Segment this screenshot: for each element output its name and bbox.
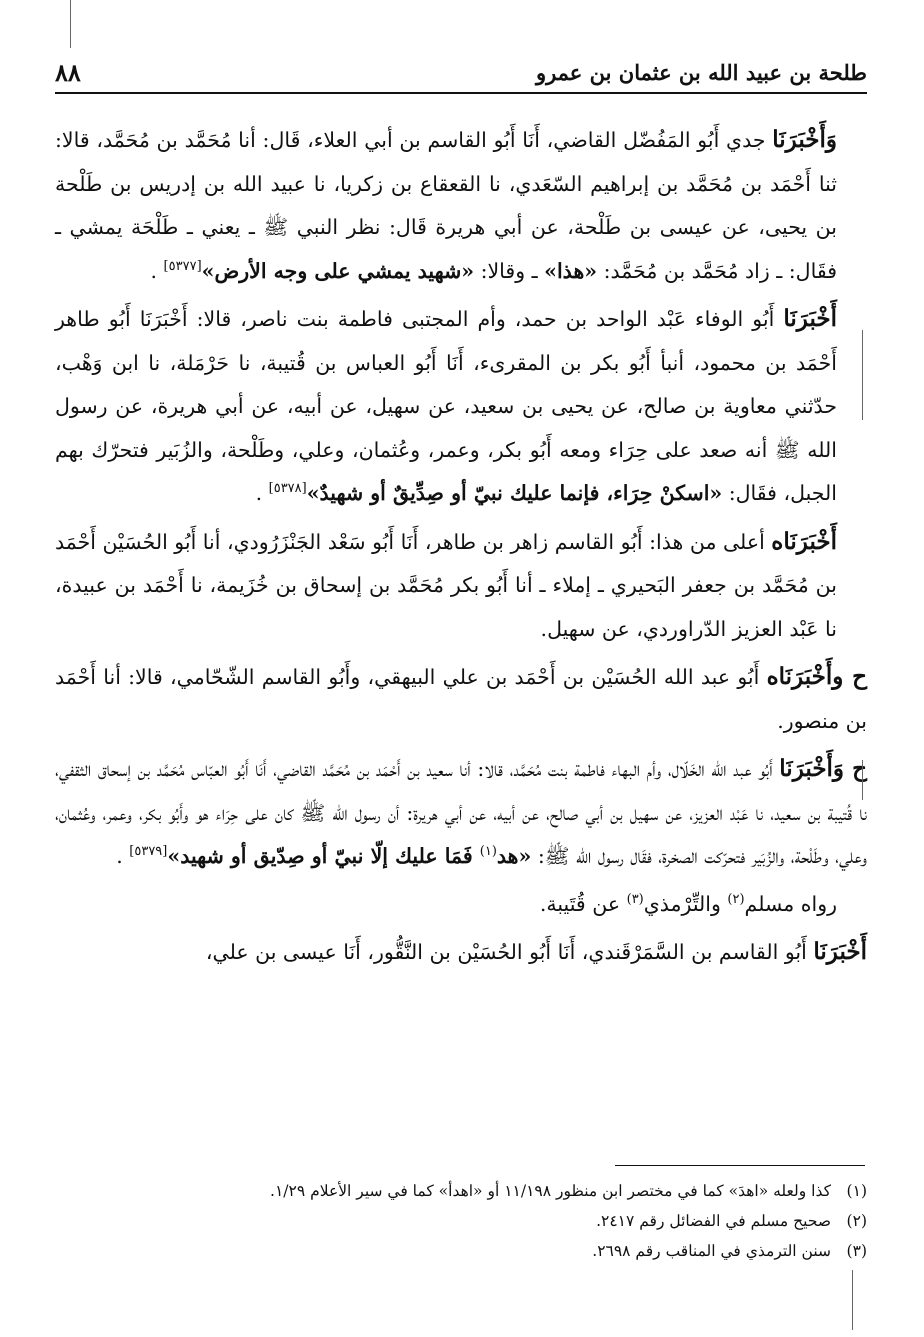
hadith-quote: «شهيد يمشي على وجه الأرض» (201, 258, 475, 283)
footnote-number: (١) (846, 1182, 867, 1200)
footnote (55, 1236, 867, 1266)
hadith-reference-number: [٥٣٧٩] (129, 844, 168, 860)
paragraph-text: ـ وقالا: (474, 258, 545, 283)
hadith-quote: «هد (496, 844, 532, 868)
footnote-text: كذا ولعله «اهدَ» كما في مختصر ابن منظور ١١/١٩٨ أو «اهدأ» كما في سير الأعلام ١/٢٩. (270, 1182, 831, 1200)
scan-margin-mark (862, 330, 863, 420)
hadith-reference-number: [٥٣٧٧] (163, 258, 202, 274)
footnote-marker: (٢) (727, 891, 745, 907)
scan-margin-mark (852, 1270, 853, 1330)
isnad-keyword: وَأَخْبَرَنَا (772, 126, 837, 153)
paragraph-6 (55, 883, 867, 927)
header-rule (55, 92, 867, 94)
hadith-quote: فَمَا عليك إلّا نبيّ أو صِدّيق أو شهيد» (167, 844, 480, 868)
isnad-keyword: أَخْبَرَنَا (813, 938, 867, 965)
paragraph-text: أَبُو عبد الله الخَلّال، وأم البهاء فاطمة بنت مُحَمَّد، قالا: أنا سعيد بن أَحْمَد بن مُحَمَّد القاضي، أَنَا أَبُو العبّاس مُحَمَّد بن إسحاق الثقفي، نا قُتيبة بن سعيد، نا عَبْد العزيز، عن سهيل بن أبي صالح، عن أبيه، عن أبي هريرة: أن رسول الله ﷺ كان على حِرَاء هو وأَبُو بكر، وعمر، وعُثمان، وعلي، وطَلْحة، والزُبَير فتحرّكت الصخرة، فقَال رسول الله ﷺ: (55, 757, 867, 868)
paragraph-text: والتِّرْمذي (643, 891, 728, 916)
paragraph-end: . (116, 844, 130, 868)
isnad-keyword: ح وَأَخْبَرَنَا (779, 755, 867, 782)
paragraph-5 (55, 747, 867, 879)
footnote-separator (615, 1165, 865, 1166)
scan-margin-mark (70, 0, 71, 48)
footnote-text: سنن الترمذي في المناقب رقم ٢٦٩٨. (592, 1242, 831, 1260)
footnote-number: (٣) (846, 1242, 867, 1260)
paragraph-text: عن قُتَيبة. (539, 891, 627, 916)
footnote (55, 1206, 867, 1236)
paragraph-text: رواه مسلم (744, 891, 837, 916)
hadith-reference-number: [٥٣٧٨] (268, 481, 307, 497)
isnad-keyword: ح وأَخْبَرَنَاه (766, 663, 867, 690)
paragraph-text: جدي أَبُو المَفُضّل القاضي، أَنَا أَبُو القاسم بن أبي العلاء، قَال: أنا مُحَمَّد بن مُحَمَّد، قالا: ثنا أَحْمَد بن مُحَمَّد بن إبراهيم السّعَدي، نا القعقاع بن زكريا، نا عبيد الله بن إدريس بن طَلْحة بن يحيى، عن عيسى بن طَلْحة، عن أبي هريرة قَال: نظر النبي ﷺ ـ يعني ـ طَلْحَة يمشي ـ فقَال: ـ زاد مُحَمَّد بن مُحَمَّد: (55, 128, 837, 283)
paragraph-text: أَبُو القاسم بن السَّمَرْقَندي، أَنَا أَبُو الحُسَيْن بن النَّقُّور، أَنَا عيسى بن علي، (205, 940, 814, 964)
footnote (55, 1176, 867, 1206)
footnote-marker: (٣) (626, 891, 644, 907)
paragraph-1 (55, 118, 867, 293)
footnote-text: صحيح مسلم في الفضائل رقم ٢٤١٧. (596, 1212, 831, 1230)
hadith-quote: «هذا» (544, 258, 598, 283)
paragraph-text: أَبُو عبد الله الحُسَيْن بن أَحْمَد بن علي البيهقي، وأَبُو القاسم الشّحّامي، قالا: أنا أَحْمَد بن منصور. (55, 665, 867, 733)
footnote-marker: (١) (479, 844, 497, 860)
paragraph-end: . (150, 258, 164, 283)
paragraph-text: أعلى من هذا: أَبُو القاسم زاهر بن طاهر، أَنَا أَبُو سَعْد الجَنْزَرُودي، أنا أَبُو الحُسَيْن أَحْمَد بن مُحَمَّد بن جعفر البَحيري ـ إملاء ـ أنا أَبُو بكر مُحَمَّد بن إسحاق بن خُزَيمة، نا أَحْمَد بن عبيدة، نا عَبْد العزيز الدّراوردي، عن سهيل. (55, 529, 837, 641)
paragraph-text: أَبُو الوفاء عَبْد الواحد بن حمد، وأم المجتبى فاطمة بنت ناصر، قالا: أَخْبَرَنَا أَبُو طاهر أَحْمَد بن محمود، أنبأ أَبُو بكر بن المقرىء، أَنَا أَبُو العباس بن قُتيبة، نا حَرْمَلة، نا ابن وَهْب، حدّثني معاوية بن صالح، عن يحيى بن سعيد، عن سهيل، عن أبيه، عن أبي هريرة، عن رسول الله ﷺ أنه صعد على حِرَاء ومعه أَبُو بكر، وعمر، وعُثمان، وعلي، وطَلْحة، والزُبَير فتحرّك بهم الجبل، فقَال: (55, 307, 837, 505)
scan-margin-mark (862, 760, 863, 800)
paragraph-3 (55, 520, 867, 652)
paragraph-end: . (255, 481, 269, 505)
main-text (55, 118, 867, 975)
paragraph-7 (55, 930, 867, 975)
running-title: طلحة بن عبيد الله بن عثمان بن عمرو (535, 60, 867, 85)
paragraph-2 (55, 297, 867, 516)
isnad-keyword: أَخْبَرَنَا (783, 305, 837, 332)
paragraph-4 (55, 655, 867, 743)
hadith-quote: «اسكنْ حِرَاء، فإنما عليك نبيّ أو صِدِّيقٌ أو شهيدٌ» (306, 481, 723, 505)
page-number: ٨٨ (55, 58, 81, 87)
footnote-number: (٢) (846, 1212, 867, 1230)
isnad-keyword: أَخْبَرَنَاه (771, 527, 837, 555)
page-header (55, 58, 867, 92)
footnotes (55, 1176, 867, 1266)
